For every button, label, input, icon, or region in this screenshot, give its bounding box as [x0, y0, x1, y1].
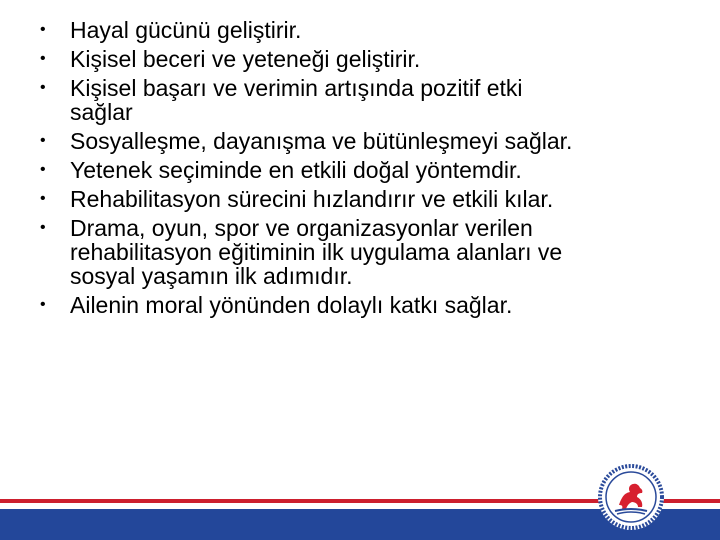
- bullet-icon: •: [40, 219, 46, 236]
- bullet-icon: •: [40, 132, 46, 149]
- list-item: [40, 216, 700, 288]
- list-item-text: Rehabilitasyon sürecini hızlandırır ve etkili kılar.: [70, 186, 554, 212]
- bullet-icon: •: [40, 50, 46, 67]
- list-item: [40, 293, 700, 317]
- list-item: [40, 47, 700, 71]
- list-item-text: Ailenin moral yönünden dolaylı katkı sağlar.: [70, 292, 513, 318]
- list-item-text: Hayal gücünü geliştirir.: [70, 17, 302, 43]
- list-item: [40, 158, 700, 182]
- list-item: [40, 18, 700, 42]
- list-item-text: Sosyalleşme, dayanışma ve bütünleşmeyi sağlar.: [70, 128, 573, 154]
- list-item-text: Drama, oyun, spor ve organizasyonlar verilen rehabilitasyon eğitiminin ilk uygulama alanları ve sosyal yaşamın ilk adımıdır.: [70, 215, 563, 289]
- bullet-icon: •: [40, 190, 46, 207]
- list-item-text: Yetenek seçiminde en etkili doğal yöntemdir.: [70, 157, 522, 183]
- bullet-icon: •: [40, 21, 46, 38]
- list-item-text: Kişisel başarı ve verimin artışında pozitif etki sağlar: [70, 75, 523, 125]
- bullet-icon: •: [40, 296, 46, 313]
- bullet-icon: •: [40, 161, 46, 178]
- list-item: [40, 187, 700, 211]
- list-item: [40, 76, 700, 124]
- bullet-icon: •: [40, 79, 46, 96]
- bullet-list: [40, 18, 700, 322]
- list-item-text: Kişisel beceri ve yeteneği geliştirir.: [70, 46, 421, 72]
- list-item: [40, 129, 700, 153]
- university-seal-icon: [597, 463, 665, 531]
